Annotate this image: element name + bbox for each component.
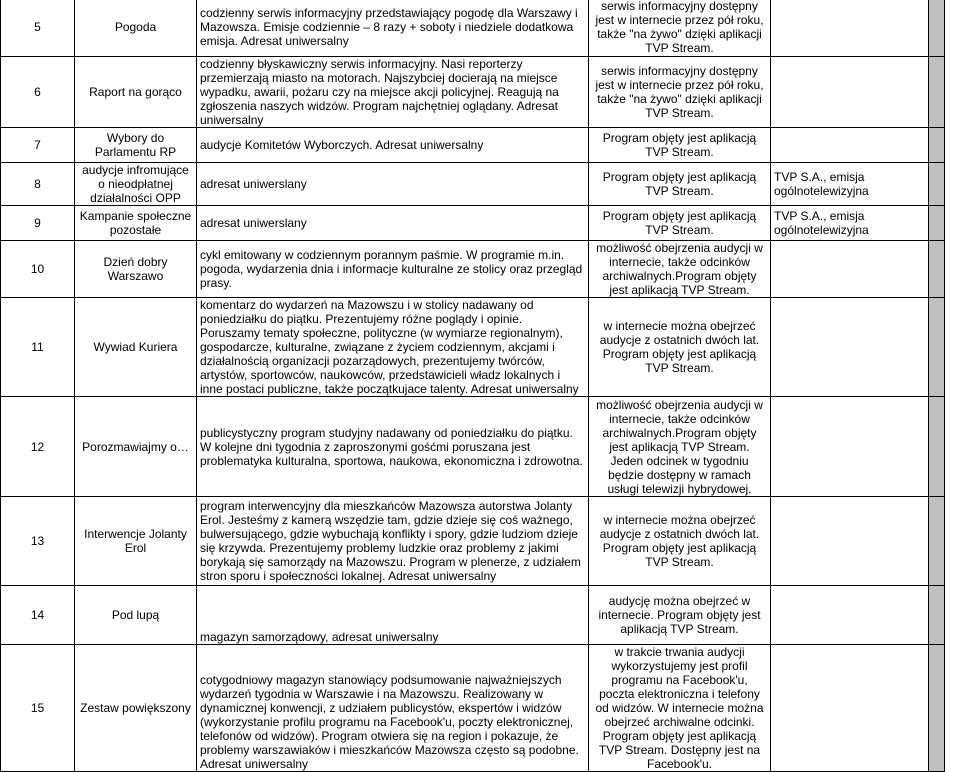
table-row (1, 163, 945, 206)
program-broadcaster (771, 586, 929, 645)
program-broadcaster: TVP S.A., emisja ogólnotelewizyjna (771, 206, 929, 241)
table-row (1, 206, 945, 241)
program-description: publicystyczny program studyjny nadawany od poniedziałku do piątku. W kolejne dni tygodnia z zaproszonymi gośćmi poruszana jest problematyka kulturalna, sportowa, naukowa, ekonomiczna i zdrowotna. (197, 397, 589, 497)
program-broadcaster (771, 0, 929, 57)
row-number: 7 (1, 128, 75, 163)
table-row (1, 397, 945, 497)
shaded-cell (929, 57, 945, 128)
table-row (1, 586, 945, 645)
row-number: 14 (1, 586, 75, 645)
program-description: cotygodniowy magazyn stanowiący podsumowanie najważniejszych wydarzeń tygodnia w Warszawie i na Mazowszu. Realizowany w dynamicznej konwencji, z udziałem publicystów, ekspertów i widzów (wykorzystanie profilu programu na Facebook'u, poczty elektronicznej, telefonów od widzów). Program otwiera się na region i pokazuje, że problemy warszawiaków i mieszkańców Mazowsza często są podobne. Adresat uniwersalny (197, 645, 589, 772)
program-name: Raport na gorąco (75, 57, 197, 128)
program-availability: w internecie można obejrzeć audycje z ostatnich dwóch lat. Program objęty jest aplikacją TVP Stream. (589, 497, 771, 586)
row-number: 10 (1, 241, 75, 298)
program-name: Pod lupą (75, 586, 197, 645)
row-number: 6 (1, 57, 75, 128)
program-name: Pogoda (75, 0, 197, 57)
row-number: 12 (1, 397, 75, 497)
program-availability: w internecie można obejrzeć audycje z ostatnich dwóch lat. Program objęty jest aplikacją TVP Stream. (589, 298, 771, 397)
program-broadcaster (771, 128, 929, 163)
program-broadcaster (771, 497, 929, 586)
program-availability: serwis informacyjny dostępny jest w internecie przez pół roku, także "na żywo" dzięki aplikacji TVP Stream. (589, 57, 771, 128)
program-name: Porozmawiajmy o… (75, 397, 197, 497)
program-description: komentarz do wydarzeń na Mazowszu i w stolicy nadawany od poniedziałku do piątku. Prezentujemy różne poglądy i opinie. Poruszamy tematy społeczne, polityczne (w wymiarze regionalnym), gospodarcze, kulturalne, związane z życiem codziennym, akcjami i działalnością organizacji pozarządowych, prezentujemy twórców, artystów, sportowców, naukowców, przedstawicieli władz lokalnych i inne postaci publiczne, także początkujace talenty. Adresat uniwersalny (197, 298, 589, 397)
program-name: Zestaw powiększony (75, 645, 197, 772)
shaded-cell (929, 241, 945, 298)
program-broadcaster: TVP S.A., emisja ogólnotelewizyjna (771, 163, 929, 206)
table-row (1, 0, 945, 57)
program-name: Kampanie społeczne pozostałe (75, 206, 197, 241)
shaded-cell (929, 206, 945, 241)
row-number: 9 (1, 206, 75, 241)
row-number: 11 (1, 298, 75, 397)
program-availability: w trakcie trwania audycji wykorzystujemy jest profil programu na Facebook'u, poczta elektroniczna i telefony od widzów. W internecie można obejrzeć archiwalne odcinki. Program objęty jest aplikacją TVP Stream. Dostępny jest na Facebook'u. (589, 645, 771, 772)
shaded-cell (929, 497, 945, 586)
program-name: Wywiad Kuriera (75, 298, 197, 397)
table-row (1, 128, 945, 163)
program-broadcaster (771, 397, 929, 497)
program-description: adresat uniwerslany (197, 163, 589, 206)
shaded-cell (929, 163, 945, 206)
program-description: program interwencyjny dla mieszkańców Mazowsza autorstwa Jolanty Erol. Jesteśmy z kamerą wszędzie tam, gdzie dzieje się coś ważnego, bulwersującego, gdzie wybuchają konflikty i spory, gdzie ludziom dzieje się krzywda. Prezentujemy problemy ludzkie oraz problemy z jakimi borykają się samorządy na Mazowszu. Program w plenerze, z udziałem stron sporu i społeczności lokalnej. Adresat uniwersalny (197, 497, 589, 586)
shaded-cell (929, 298, 945, 397)
program-description: cykl emitowany w codziennym porannym paśmie. W programie m.in. pogoda, wydarzenia dnia i informacje kulturalne ze stolicy oraz przegląd prasy. (197, 241, 589, 298)
program-availability: Program objęty jest aplikacją TVP Stream. (589, 163, 771, 206)
program-broadcaster (771, 645, 929, 772)
program-availability: Program objęty jest aplikacją TVP Stream. (589, 128, 771, 163)
program-description: codzienny błyskawiczny serwis informacyjny. Nasi reporterzy przemierzają miasto na motorach. Najszybciej docierają na miejsce wypadku, awarii, pożaru czy na miejsce akcji policyjnej. Reagują na zgłoszenia naszych widzów. Program najchętniej oglądany. Adresat uniwersalny (197, 57, 589, 128)
program-name: Dzień dobry Warszawo (75, 241, 197, 298)
program-broadcaster (771, 298, 929, 397)
program-name: Interwencje Jolanty Erol (75, 497, 197, 586)
table-row (1, 645, 945, 772)
table-row (1, 57, 945, 128)
program-availability: Program objęty jest aplikacją TVP Stream. (589, 206, 771, 241)
row-number: 15 (1, 645, 75, 772)
shaded-cell (929, 397, 945, 497)
program-availability: serwis informacyjny dostępny jest w internecie przez pół roku, także "na żywo" dzięki aplikacji TVP Stream. (589, 0, 771, 57)
row-number: 13 (1, 497, 75, 586)
shaded-cell (929, 645, 945, 772)
shaded-cell (929, 586, 945, 645)
program-name: audycje infromujące o nieodpłatnej działalności OPP (75, 163, 197, 206)
row-number: 8 (1, 163, 75, 206)
program-description: magazyn samorządowy, adresat uniwersalny (197, 586, 589, 645)
table-row (1, 298, 945, 397)
program-availability: możliwość obejrzenia audycji w internecie, także odcinków archiwalnych.Program objęty jest aplikacją TVP Stream. (589, 241, 771, 298)
table-row (1, 497, 945, 586)
program-broadcaster (771, 57, 929, 128)
program-name: Wybory do Parlamentu RP (75, 128, 197, 163)
program-broadcaster (771, 241, 929, 298)
program-description: codzienny serwis informacyjny przedstawiający pogodę dla Warszawy i Mazowsza. Emisje codziennie – 8 razy + soboty i niedziele dodatkowa emisja. Adresat uniwersalny (197, 0, 589, 57)
program-description: audycje Komitetów Wyborczych. Adresat uniwersalny (197, 128, 589, 163)
program-description: adresat uniwerslany (197, 206, 589, 241)
shaded-cell (929, 0, 945, 57)
shaded-cell (929, 128, 945, 163)
row-number: 5 (1, 0, 75, 57)
program-availability: możliwość obejrzenia audycji w internecie, także odcinków archiwalnych.Program objęty jest aplikacją TVP Stream. Jeden odcinek w tygodniu będzie dostępny w ramach usługi telewizji hybrydowej. (589, 397, 771, 497)
table-row (1, 241, 945, 298)
program-availability: audycję można obejrzeć w internecie. Program objęty jest aplikacją TVP Stream. (589, 586, 771, 645)
